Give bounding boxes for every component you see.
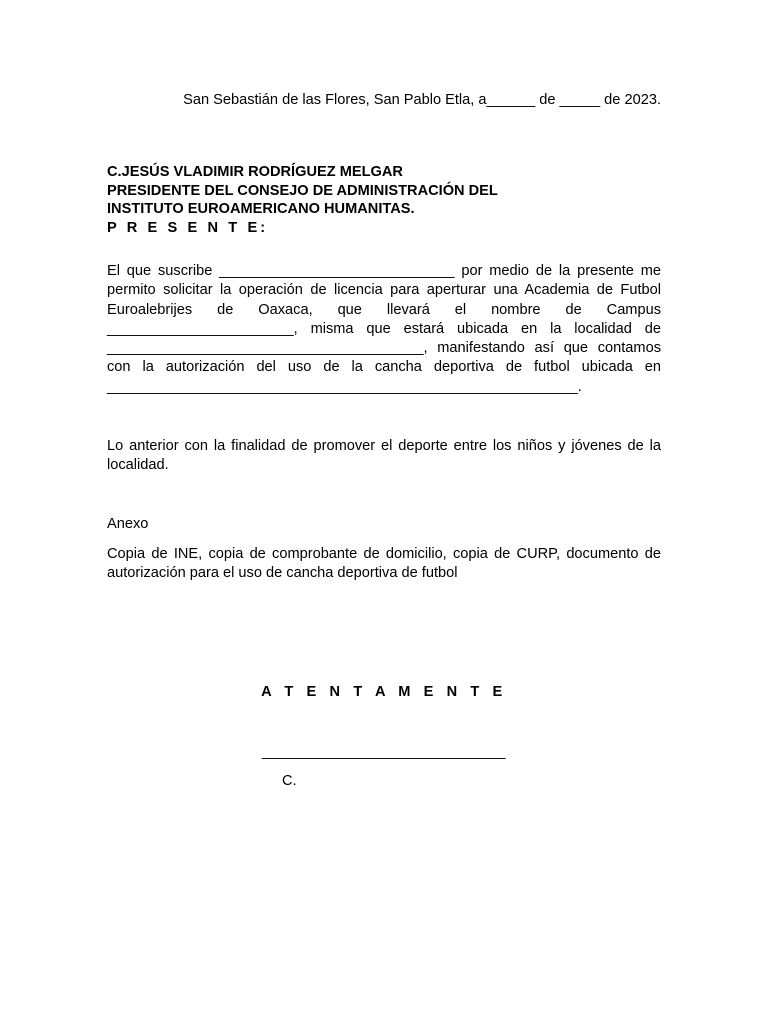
- closing-atentamente: A T E N T A M E N T E: [261, 684, 507, 700]
- purpose-paragraph: Lo anterior con la finalidad de promover el deporte entre los niños y jóvenes de la localidad.: [107, 438, 661, 474]
- annex-text: Copia de INE, copia de comprobante de domicilio, copia de CURP, documento de autorización para el uso de cancha deportiva de futbol: [107, 546, 661, 582]
- annex-label: Anexo: [107, 516, 149, 532]
- signature-line: ______________________________: [262, 744, 506, 760]
- place-date-line: San Sebastián de las Flores, San Pablo Etla, a______ de _____ de 2023.: [183, 92, 661, 108]
- addressee-title-line-1: PRESIDENTE DEL CONSEJO DE ADMINISTRACIÓN DEL: [107, 182, 498, 199]
- presente-label: P R E S E N T E:: [107, 219, 269, 236]
- addressee-title-line-2: INSTITUTO EUROAMERICANO HUMANITAS.: [107, 201, 415, 217]
- request-paragraph: El que suscribe _____________________________ por medio de la presente me permito solicitar la operación de licencia para aperturar una Academia de Futbol Euroalebrijes de Oaxaca, que llevará el nombre de Campus _______________________, misma que estará ubicada en la localidad de _______________________________________, manifestando así que contamos con la autorización del uso de la cancha deportiva de futbol ubicada en __________________________________________________________.: [107, 263, 661, 395]
- addressee-block: [107, 163, 498, 237]
- addressee-name: C.JESÚS VLADIMIR RODRÍGUEZ MELGAR: [107, 164, 403, 180]
- signature-name: C.: [282, 773, 297, 789]
